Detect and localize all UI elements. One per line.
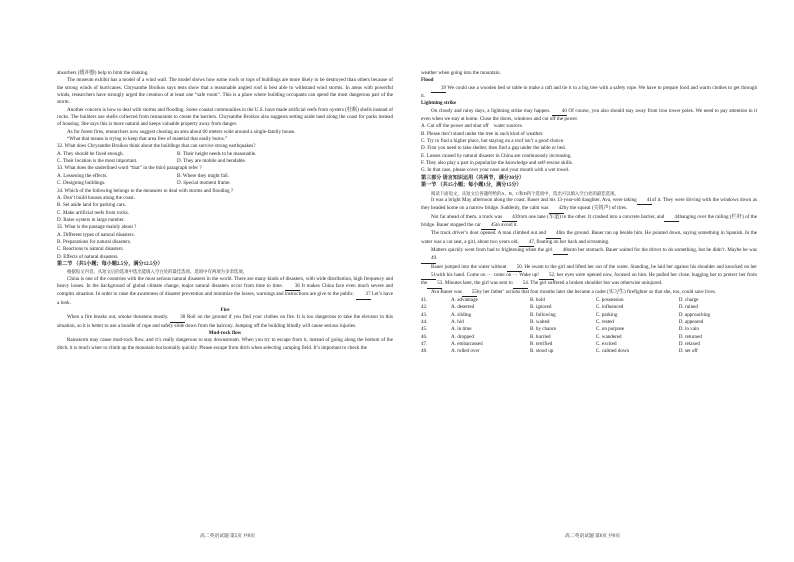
paragraph: absorbers (缓冲器) help to limit the shaking. [57, 70, 149, 76]
text: , floating on her back and screaming. [533, 238, 610, 245]
story-paragraph [421, 197, 757, 214]
choice-row [421, 348, 757, 355]
question-number: 44. [421, 319, 428, 325]
question-33-options [57, 180, 393, 187]
page-footer-left: 高二英语试题 第5页 共8页 [200, 534, 256, 539]
choice-option: A. deserted [451, 304, 475, 311]
choice-row [421, 304, 757, 311]
choice-option: B. following [529, 311, 556, 318]
option-text: B. Set aside land for parking cars. [57, 202, 127, 209]
choice-option: C. parking [595, 311, 618, 318]
story-paragraph [421, 214, 757, 231]
paragraph: weather when going into the mountain. [421, 70, 501, 76]
answer-blank: 45 [481, 222, 496, 230]
text: It was a bright May afternoon along the coast. Bauer and his 13-year-old daughter, Ava, were taking [431, 196, 637, 203]
text: Ava Bauer was [431, 288, 462, 295]
text: We could use a wooden bed or table to make a raft and tie it to a big tree with a safety rope. We have to prepare food and warm clothes to get through it. [421, 84, 757, 100]
text: When a fire breaks out, smoke threatens mostly. [67, 314, 169, 321]
blank-39: 39 [431, 85, 446, 93]
choice-option: A. rolled over [451, 348, 480, 355]
answer-blank: 49 [421, 255, 436, 263]
right-column [421, 70, 757, 356]
text: , her eyes were opened now, focused on him. He pulled her close, hugging her to protect her from the [421, 271, 757, 287]
text: from one lane (车道) to the other. It crashed into a concrete barrier, and [517, 213, 665, 220]
choice-row [421, 312, 757, 319]
answer-blank: 47 [519, 239, 534, 247]
text: It makes China face even much severe and complex situation. In order to raise the awareness of disaster prevention and minimize the losses, warnings and instructions are give to the public. [57, 282, 393, 298]
answer-blank: 48 [553, 247, 568, 255]
text: Roll on the ground if you find your clothes on fire. It is too dangerous to take the elevator in this situation, so it is better to use a bundle of rope and safely slide down from the balcony. Jumping off the building blindly will cause serious injuries. [57, 314, 393, 329]
page-footer-right: 高二英语试题 第6页 共8页 [565, 534, 621, 539]
section-1-instructions: 阅读下面短文，从短文后各题所给的A、B、C和D四个选项中，选出可以填入空白处的最佳选项。 [431, 190, 619, 196]
section-1-title: 第一节 （共15小题；每小题1分，满分15分） [421, 182, 522, 189]
text: . The girl suffered a broken shoulder but was otherwise uninjured. [527, 280, 663, 287]
option-text: A. Different types of natural disasters. [57, 231, 135, 238]
question-number: 41. [421, 296, 428, 303]
question-34: 34. Which of the following belongs to the measures to deal with storms and flooding ? [57, 187, 234, 194]
option-text: D. Effects of natural disasters. [57, 253, 119, 260]
answer-choices-table [421, 297, 757, 356]
choice-option: D. relaxed [678, 341, 700, 348]
paragraph: Another concern is how to deal with storms and flooding. Some coastal communities in the U.S. have made artificial reefs from oysters (牡蛎) shells instead of rocks. The builders use shells collected from restaurants to create the barriers. Chrysanthe Broikos also suggests setting aside land along the coast for parks instead of housing. She says this is more natural and keeps valuable property away from danger. [57, 106, 393, 128]
question-32-options [57, 151, 393, 158]
question-number: 45. [421, 326, 428, 333]
paragraph: The museum exhibit has a model of a wind wall. The model shows how some roofs or tops of buildings are more likely to be destroyed than others because of the strong winds of hurricanes. Chrysanthe Broikos says tests show that a reasonable angled roof is best able to withstand wind storms. In areas with powerful winds, researchers have strongly urged the creation of at least one “safe room”. This is a place where building occupants can spend the most dangerous part of the storm. [57, 77, 393, 106]
choice-option: B. hurried [529, 333, 551, 340]
question-33: 33. What does the underlined word “that” in the third paragraph refer ? [57, 165, 202, 172]
text: to the ground. Bauer ran up beside him. He pointed down, saying something in Spanish. In the water was a car seat, a girl, about two years old, [421, 230, 757, 245]
choice-option: C. on purpose [595, 326, 625, 333]
flood-heading: Flood [421, 77, 434, 84]
choice-option: C. excited [595, 341, 617, 348]
text: Of course, you also should stay away from iron tower poles. We need to pay attention to it even when we stay at home. Close the doors, windows and cut off the power. [421, 107, 757, 123]
question-35: 35. What is the passage mainly about ? [57, 224, 137, 231]
answer-blank: 55 [462, 289, 477, 297]
paragraph: As for forest fires, researchers now suggest clearing an area about 60 meters wide around a single-family house. [67, 128, 296, 135]
option-text: C. Their location is the most important. [57, 158, 138, 165]
answer-blank: 43 [502, 214, 517, 222]
choice-option: C. influenced [595, 304, 624, 311]
text: Matters quickly went from bad to frightening when the girl [431, 246, 553, 253]
option-text: D. Raise oysters in large number. [57, 216, 125, 223]
choice-option: B. stood up [529, 348, 554, 355]
choice-option: D. in vain [678, 326, 699, 333]
option-text: B. Please don’t stand under the tree in such kind of weather. [421, 130, 544, 137]
fire-heading: Fire [220, 307, 230, 313]
text: onto her stomach. Bauer waited for the driver to do something, but he didn’t. Maybe he was [567, 246, 757, 253]
blank-40: 40 [552, 108, 567, 116]
option-text: B. Where they might fail. [177, 172, 229, 179]
choice-option: D. appeared [678, 319, 704, 325]
part-3-title: 第三部分 语言知识运用（共两节，满分30分） [421, 174, 525, 181]
choice-option: C. wandered [595, 333, 622, 340]
answer-blank: 44 [664, 214, 679, 222]
text: with his hand. Come on ··· come on ··· Wake up! [436, 271, 539, 278]
choice-row [421, 319, 757, 326]
choice-row [421, 326, 757, 333]
choice-option: D. ruined [678, 304, 698, 311]
choice-option: B. terrified [529, 341, 553, 348]
answer-blank: 41 [637, 197, 652, 205]
text: Not far ahead of them, a truck was [431, 213, 503, 220]
answer-blank: 51 [421, 272, 436, 280]
lightning-paragraph [421, 108, 757, 124]
story-paragraph [421, 289, 757, 297]
mud-rock-heading: Mud-rock flow [208, 330, 242, 337]
choice-option: D. returned [678, 333, 702, 340]
lightning-heading: Lightning strike [421, 100, 457, 107]
option-text: F. They also play a part in popularize the knowledge and self-rescue skills. [421, 160, 573, 167]
choice-option: C. possession [595, 296, 624, 303]
option-text: G. In that case, please cover your nose and your mouth with a wet towel. [421, 167, 570, 174]
text: of it. They were driving with the windows down as they headed home on a narrow bridge. Suddenly, the calm was [421, 196, 757, 212]
choice-option: A. hid [451, 319, 464, 325]
answer-blank: 42 [549, 205, 564, 213]
choice-option: A. dropped [451, 333, 474, 340]
section-2-instructions: 根据短文内容，从短文后的选项中选出能填入空白处的最佳选项。选项中有两项为多余选项。 [67, 269, 248, 275]
choice-option: D. approaching [678, 311, 711, 318]
option-text: C. Designing buildings. [57, 180, 106, 187]
choice-option: A. advantage [451, 296, 478, 303]
question-number: 48. [421, 348, 428, 355]
story-paragraph [421, 247, 757, 264]
choice-row [421, 334, 757, 341]
question-number: 47. [421, 341, 428, 348]
answer-blank: 46 [546, 230, 561, 238]
choice-option: A. sliding [451, 311, 472, 318]
choice-option: B. hold [529, 296, 545, 303]
text: by the squeal (尖锐声) of tires. [563, 205, 628, 212]
option-text: C. Make artificial reefs from rocks. [57, 209, 129, 216]
option-text: D. First you need to take shelter, then find a gap under the table or bed. [421, 145, 566, 152]
option-text: C. Reactions to natural disasters. [57, 246, 124, 253]
text: hanging over the railing (栏杆) of the bridge. Bauer stopped the car [421, 213, 757, 228]
blank-36: 36 [285, 283, 300, 291]
option-text: A. Don’t build houses along the coast. [57, 194, 136, 201]
text: to avoid it. [495, 221, 518, 228]
answer-blank: 50 [507, 264, 522, 272]
text: by her father’ actions that four months later she became a cadet (实习生) firefighter so that she, too, could save lives. [476, 288, 716, 295]
story-paragraph [421, 264, 757, 289]
paragraph: 32. What does Chrysanthe Broikos think about the buildings that can survive strong earthquakes? [57, 143, 256, 150]
choice-option: C. calmed down [595, 348, 630, 355]
intro-paragraph [57, 276, 393, 307]
option-text: B. Their height needs to be reasonable. [177, 150, 257, 157]
option-text: B. Preparations for natural disasters. [57, 238, 132, 245]
choice-option: D. set off [678, 348, 698, 355]
option-text: A. They should be fixed enough. [57, 150, 124, 157]
answer-blank: 54 [513, 280, 528, 288]
question-number: 43. [421, 311, 428, 318]
question-number: 42. [421, 304, 428, 311]
text: China is one of the countries with the most serious natural disasters in the world. There are many kinds of disasters, with wide distribution, high frequency and heavy losses. In the background of global climate change, major natural disasters occur from time to time. [57, 275, 393, 289]
section-2-title: 第二节 （共5小题；每小题2.5分，满分12.5分） [57, 260, 163, 267]
text: . He swam to the girl and lifted her out of the water. Standing, he laid her against his shoulder and knocked on her [521, 263, 757, 270]
blank-38: 38 [170, 314, 185, 322]
question-number: 46. [421, 333, 428, 340]
blank-37: 37 [356, 291, 371, 299]
choice-option: B. by chance [529, 326, 557, 333]
choice-option: B. ignored [529, 304, 552, 311]
text: . Minutes later, the girl was sent to [442, 280, 513, 287]
text: . [436, 255, 438, 262]
option-text: D. They are mobile and bendable. [177, 158, 247, 165]
text: Bauer jumped into the water without [431, 263, 507, 270]
choice-row [421, 297, 757, 304]
choice-option: A. embarrassed [451, 341, 483, 348]
left-column [57, 70, 393, 352]
choice-option: D. charge [678, 296, 699, 303]
option-text: C. Try to find a higher place, but staying on a roof isn’t a good choice. [421, 138, 565, 145]
choice-option: A. in time [451, 326, 472, 333]
text: The truck driver’s door opened. A man climbed out and [431, 230, 547, 237]
flood-paragraph [421, 85, 757, 101]
mud-rock-paragraph: Rainstorm may cause mud-rock flow, and it’s really dangerous to stay downstream. When you try to escape from it, instead of going along the bottom of the ditch, it is much wiser to climb up the mountain horizontally quickly. Please escape from ditch when selecting camping field. It’s important to check the [57, 337, 393, 351]
fire-paragraph [57, 314, 393, 330]
text: On cloudy and rainy days, a lightning strike may happen. [431, 107, 551, 114]
option-text: A. Cut off the power and shut off water sources. [421, 123, 523, 130]
choice-option: C. rested [595, 319, 614, 325]
option-text: D. Special moment frame. [177, 180, 231, 187]
text: Let’s have a look. [57, 291, 393, 306]
option-text: E. Losses caused by natural disaster in China are continuously increasing. [421, 152, 572, 159]
choice-row [421, 341, 757, 348]
choice-option: B. waited [529, 319, 550, 325]
story-paragraph [421, 230, 757, 247]
answer-blank: 53 [427, 280, 442, 288]
answer-blank: 52 [539, 272, 554, 280]
option-text: A. Lessening the effects. [57, 172, 108, 179]
paragraph: “What that means is trying to keep that area free of material that easily burns.” [67, 136, 228, 143]
